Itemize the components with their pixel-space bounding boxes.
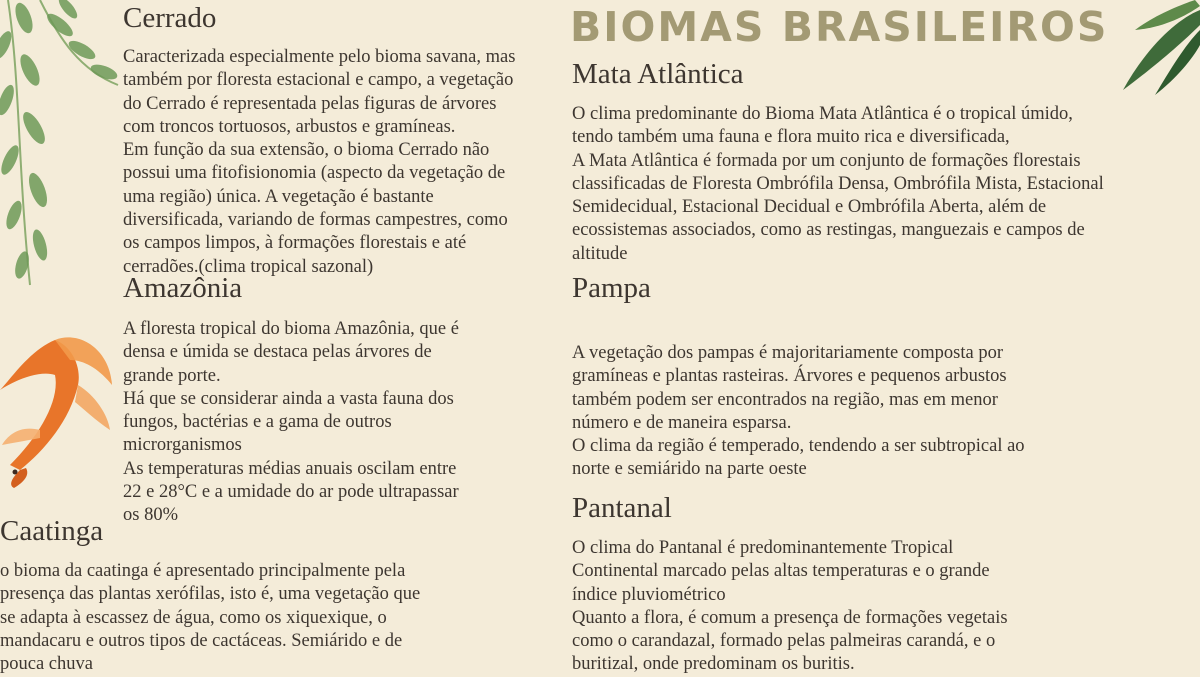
text-line: A vegetação dos pampas é majoritariamente composta por [572,343,1004,363]
text-line: Há que se considerar ainda a vasta fauna dos [123,388,454,409]
text-line: Quanto a flora, é comum a presença de formações vegetais [572,607,1008,628]
text-line: Semidecidual, Estacional Decidual e Ombrófila Aberta, além de [572,197,1047,218]
text-line: 22 e 28°C e a umidade do ar pode ultrapassar [123,482,459,503]
text-line: índice pluviométrico [572,584,726,605]
text-line: os 80% [123,505,178,526]
text-line: altitude [572,243,628,264]
text-line: tendo também uma fauna e flora muito rica e diversificada, [572,127,1010,148]
text-line: possui uma fitofisionomia (aspecto da vegetação de [123,163,506,184]
text-line: O clima predominante do Bioma Mata Atlântica é o tropical úmido, [572,104,1073,124]
text-line: norte e semiárido na parte oeste [572,459,807,480]
text-line: As temperaturas médias anuais oscilam entre [123,458,457,479]
text-line: cerradões.(clima tropical sazonal) [123,256,374,277]
text-line: Continental marcado pelas altas temperaturas e o grande [572,561,990,582]
text-line: A Mata Atlântica é formada por um conjunto de formações florestais [572,150,1081,171]
text-line: como o carandazal, formado pelas palmeiras carandá, e o [572,631,996,652]
text-line: Em função da sua extensão, o bioma Cerrado não [123,140,490,161]
text-line: ecossistemas associados, como as restingas, manguezais e campos de [572,220,1085,241]
text-line: também por floresta estacional e campo, a vegetação [123,70,514,91]
text-line: número e de maneira esparsa. [572,412,792,433]
text-line: buritizal, onde predominam os buritis. [572,654,855,675]
text-cerrado [123,46,515,279]
heading-pampa: Pampa [572,272,651,304]
text-line: do Cerrado é representada pelas figuras de árvores [123,93,497,114]
text-line: os campos limpos, à formações florestais e até [123,233,467,254]
text-line: uma região) única. A vegetação é bastante [123,186,434,207]
koi-fish-icon [0,330,120,490]
text-pampa [572,342,1025,482]
text-line: microrganismos [123,435,242,456]
text-line: se adapta à escassez de água, como os xiquexique, o [0,607,387,628]
text-line: A floresta tropical do bioma Amazônia, que é [123,319,459,339]
heading-pantanal: Pantanal [572,492,672,524]
text-line: o bioma da caatinga é apresentado principalmente pela [0,561,406,581]
text-amazonia [123,318,459,528]
text-line: grande porte. [123,365,221,386]
heading-amazonia: Amazônia [123,272,243,304]
text-line: com troncos tortuosos, arbustos e gramíneas. [123,116,456,137]
heading-mata-atlantica: Mata Atlântica [572,58,744,90]
text-line: fungos, bactérias e a gama de outros [123,412,392,433]
text-line: classificadas de Floresta Ombrófila Densa, Ombrófila Mista, Estacional [572,173,1104,194]
text-line: O clima da região é temperado, tendendo a ser subtropical ao [572,436,1025,457]
text-line: diversificada, variando de formas campestres, como [123,210,508,231]
leaf-branch-icon [0,0,125,290]
text-line: O clima do Pantanal é predominantemente Tropical [572,538,954,558]
heading-cerrado: Cerrado [123,2,217,34]
page-title: BIOMAS BRASILEIROS [570,3,1109,51]
text-line: presença das plantas xerófilas, isto é, uma vegetação que [0,584,421,605]
text-line: Caracterizada especialmente pelo bioma savana, mas [123,47,516,67]
text-line: mandacaru e outros tipos de cactáceas. Semiárido e de [0,630,403,651]
text-mata-atlantica [572,103,1104,266]
text-line: densa e úmida se destaca pelas árvores de [123,342,432,363]
text-line: pouca chuva [0,654,93,675]
text-line: gramíneas e plantas rasteiras. Árvores e pequenos arbustos [572,366,1007,387]
text-caatinga [0,560,420,676]
leaf-cluster-icon [1095,0,1200,95]
text-line: também podem ser encontrados na região, mas em menor [572,389,998,410]
text-pantanal [572,537,1008,677]
heading-caatinga: Caatinga [0,515,104,547]
